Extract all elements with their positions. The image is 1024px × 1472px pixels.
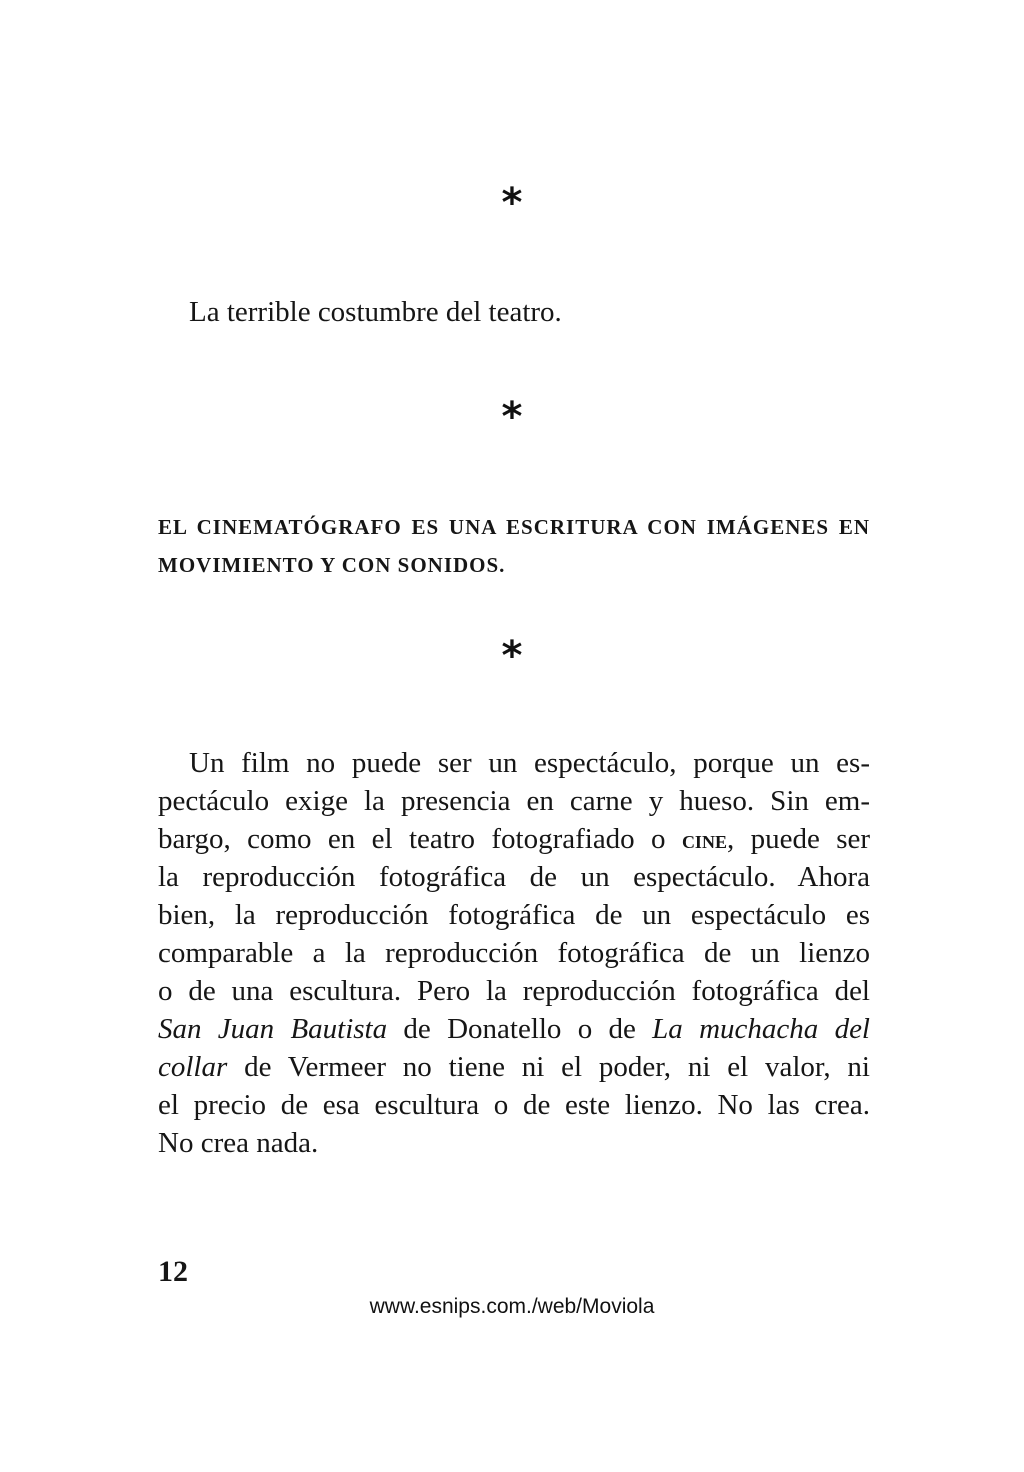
paragraph-line: pectáculo exige la presencia en carne y hueso. Sin em-: [158, 785, 870, 817]
paragraph-text: de Donatello o de: [387, 1013, 653, 1045]
paragraph-line: la reproducción fotográfica de un espectáculo. Ahora: [158, 861, 870, 893]
artwork-title-italic: La muchacha del: [652, 1013, 870, 1045]
aphorism-theatre: La terrible costumbre del teatro.: [189, 296, 562, 328]
paragraph-line: [158, 1010, 870, 1048]
section-separator-asterisk: *: [501, 394, 523, 440]
paragraph-line: bien, la reproducción fotográfica de un espectáculo es: [158, 899, 870, 931]
source-watermark: www.esnips.com./web/Moviola: [369, 1295, 655, 1318]
paragraph-text: bargo, como en el teatro fotografiado o: [158, 823, 682, 855]
paragraph-line: comparable a la reproducción fotográfica de un lienzo: [158, 937, 870, 969]
section-separator-asterisk: *: [501, 633, 523, 679]
paragraph-line: [158, 820, 870, 858]
paragraph-line: el precio de esa escultura o de este lienzo. No las crea.: [158, 1089, 870, 1121]
paragraph-line: No crea nada.: [158, 1127, 319, 1159]
paragraph-text: , puede ser: [726, 823, 871, 855]
page-number: 12: [158, 1255, 188, 1288]
paragraph-text: de Vermeer no tiene ni el poder, ni el valor, ni: [227, 1051, 870, 1083]
paragraph-line: o de una escultura. Pero la reproducción fotográfica del: [158, 975, 870, 1007]
paragraph-line: Un film no puede ser un espectáculo, porque un es-: [189, 747, 870, 779]
section-separator-asterisk: *: [501, 180, 523, 226]
artwork-title-italic: collar: [158, 1051, 228, 1083]
small-caps-term: cine: [681, 825, 727, 854]
paragraph-line: [158, 1048, 870, 1086]
aphorism-cinematograph: EL CINEMATÓGRAFO ES UNA ESCRITURA CON IMÁGENES EN MOVIMIENTO Y CON SONIDOS.: [158, 515, 870, 577]
artwork-title-italic: San Juan Bautista: [158, 1013, 388, 1045]
body-paragraph: [158, 744, 870, 1162]
